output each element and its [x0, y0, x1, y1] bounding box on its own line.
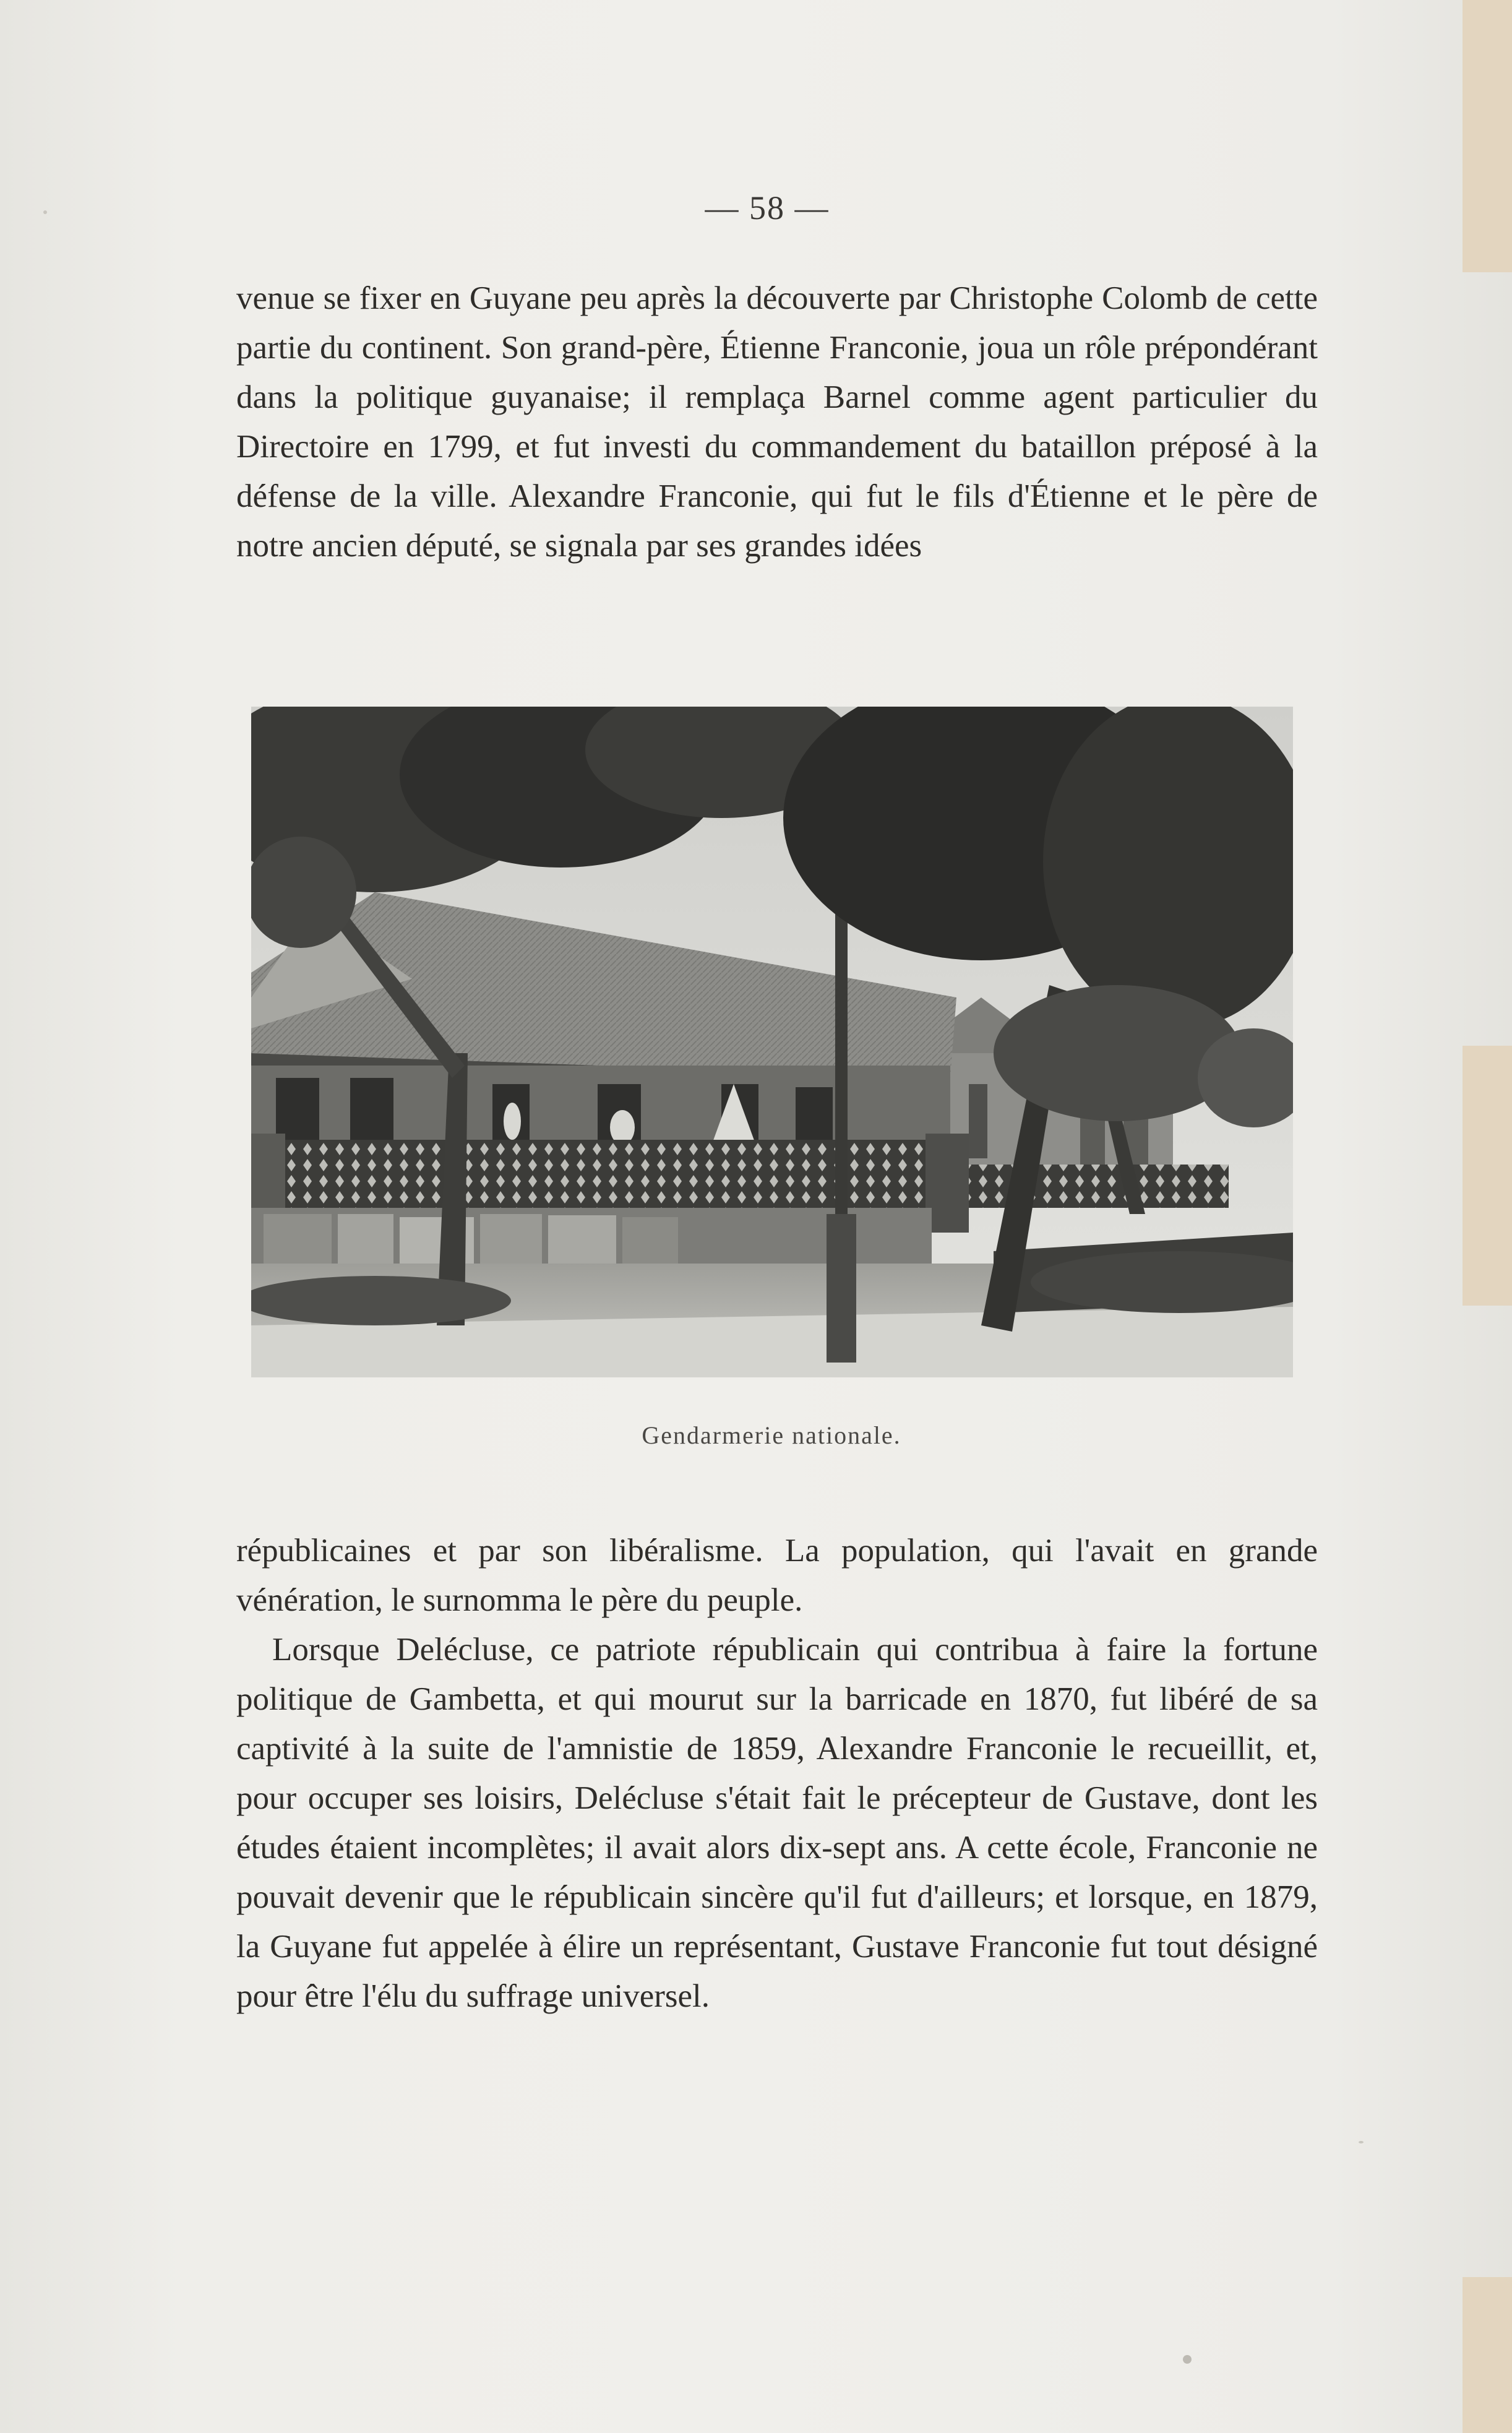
paragraph: Lorsque Delécluse, ce patriote républicain qui contribua à faire la fortune politique de Gambetta, et qui mourut sur la barricade en 1870, fut libéré de sa captivité à la suite de l'amnistie de 1859, Alexandre Franconie le recueillit, et, pour occuper ses loisirs, Delécluse s'était fait le précepteur de Gustave, dont les études étaient incomplètes; il avait alors dix-sept ans. A cette école, Franconie ne pouvait devenir que le républicain sincère qu'il fut d'ailleurs; et lorsque, en 1879, la Guyane fut appelée à élire un représentant, Gustave Franconie fut tout désigné pour être l'élu du suffrage universel. [236, 1632, 1318, 2014]
paper-speck [43, 210, 47, 214]
paragraph: venue se fixer en Guyane peu après la découverte par Christophe Colomb de cette partie du continent. Son grand-père, Étienne Franconie, joua un rôle prépondérant dans la politique guyanaise; il remplaça Barnel comme agent particulier du Directoire en 1799, et fut investi du commandement du bataillon préposé à la défense de la ville. Alexandre Franconie, qui fut le fils d'Étienne et le père de notre ancien député, se signala par ses grandes idées [236, 280, 1318, 564]
page-number: — 58 — [705, 189, 830, 226]
page-edge-strip [1463, 0, 1512, 272]
body-text-top [236, 273, 1318, 571]
paper-speck [1359, 2141, 1364, 2143]
figure-caption: Gendarmerie nationale. [642, 1421, 901, 1449]
page-edge-strip [1463, 2277, 1512, 2433]
page-edge-strip [1463, 1046, 1512, 1306]
paper-speck [1183, 2355, 1192, 2364]
body-text-bottom [236, 1526, 1318, 2021]
gendarmerie-photograph [251, 707, 1293, 1377]
paragraph: républicaines et par son libéralisme. La population, qui l'avait en grande vénération, le surnomma le père du peuple. [236, 1533, 1318, 1618]
